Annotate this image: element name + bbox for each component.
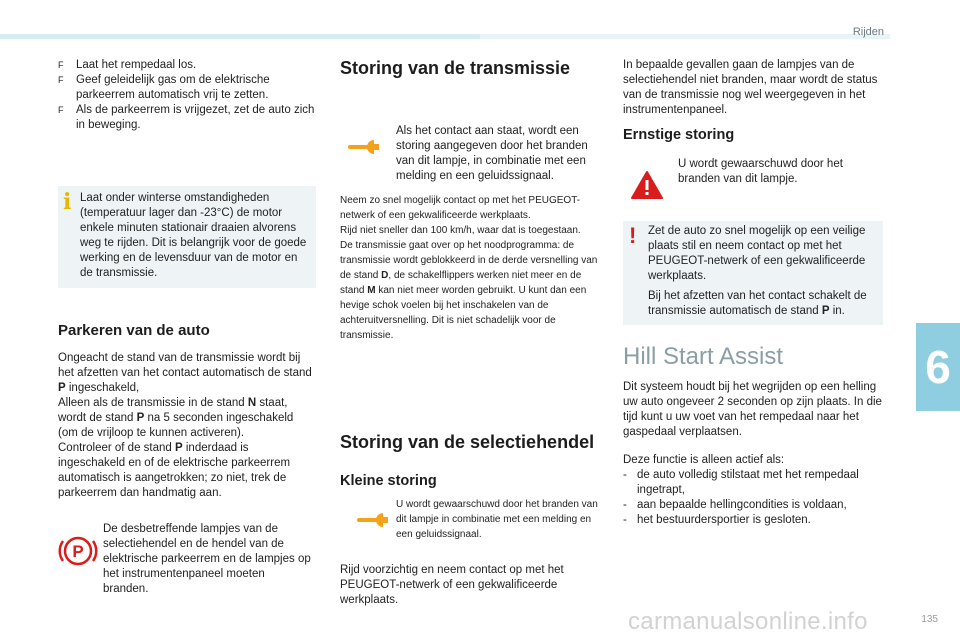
warning-box [623,221,883,325]
selector-title: Storing van de selectiehendel [340,432,595,452]
column-1 [58,58,316,133]
warning-text-1: Zet de auto zo snel mogelijk op een veilige plaats stil en neem contact op met het PEUGEOT-netwerk of een gekwalificeerde werkplaats. [648,225,866,282]
parking-lamp-text: De desbetreffende lampjes van de selectiehendel en de hendel van de elektrische parkeerrem en de lampjes op het instrumentenpaneel moeten branden. [103,523,311,595]
hsa-text: Dit systeem houdt bij het wegrijden op een helling uw auto ongeveer 2 seconden op zijn plaats. In die tijd kunt u uw voet van het rempedaal naar het gaspedaal verplaatsen. [623,381,882,438]
info-icon: i [63,189,72,215]
parking-p3: Controleer of de stand P inderdaad is ingeschakeld en of de elektrische parkeerrem automatisch is aangetrokken; zo niet, trek de parkeerrem dan handmatig aan. [58,442,291,499]
parking-title: Parkeren van de auto [58,322,210,339]
minor-fault-text: Rijd voorzichtig en neem contact op met het PEUGEOT-netwerk of een gekwalificeerde werkplaats. [340,564,564,606]
hsa-conditions [623,453,885,528]
header-rule-right [480,34,890,39]
list-item: - het bestuurdersportier is gesloten. [623,514,811,526]
hsa-conditions-intro: Deze functie is alleen actief als: [623,454,785,466]
chapter-tab: 6 [916,323,960,411]
minor-lamp-text: U wordt gewaarschuwd door het branden van dit lampje in combinatie met een melding en een geluidssignaal. [396,499,598,540]
parking-p1: Ongeacht de stand van de transmissie wordt bij het afzetten van het contact automatisch de stand P ingeschakeld, [58,352,312,394]
serious-fault-title: Ernstige storing [623,127,735,143]
page-number: 135 [921,614,938,625]
section-label: Rijden [852,26,884,38]
warning-triangle-icon [630,170,664,200]
header-rule [0,34,480,39]
info-text: Laat onder winterse omstandigheden (temperatuur lager dan -23°C) de motor enkele minuten stationair draaien alvorens weg te rijden. Dit is belangrijk voor de goede werking en de levensduur van de motor en de transmissie. [80,192,307,279]
transmission-lamp-text: Als het contact aan staat, wordt een storing aangegeven door het branden van dit lampje, in combinatie met een melding en een geluidssignaal. [396,125,588,182]
transmission-title: Storing van de transmissie [340,58,571,78]
list-item: F Geef geleidelijk gas om de elektrische parkeerrem automatisch vrij te zetten. [58,74,270,101]
list-item: - de auto volledig stilstaat met het rempedaal ingetrapt, [623,469,859,496]
parking-section [58,322,316,501]
list-item: F Laat het rempedaal los. [58,59,197,71]
serious-lamp-text: U wordt gewaarschuwd door het branden van dit lampje. [678,158,843,185]
info-box [58,186,316,288]
wrench-icon [346,137,386,157]
svg-text:P: P [72,542,84,561]
transmission-details: Neem zo snel mogelijk contact op met het PEUGEOT-netwerk of een gekwalificeerde werkplaats. Rijd niet sneller dan 100 km/h, waar dat is toegestaan. De transmissie gaat over op het noodprogramma: de transmissie wordt geblokkeerd in de derde versnelling van de stand D, de schakelflippers werken niet meer en de stand M kan niet meer worden gebruikt. U kunt dan een hevige schok voelen bij het inschakelen van de achteruitversnelling. Dit is niet schadelijk voor de transmissie. [340,195,598,341]
warning-text-2: Bij het afzetten van het contact schakelt de transmissie automatisch de stand P in. [648,290,867,317]
minor-fault-title: Kleine storing [340,473,437,489]
list-item: F Als de parkeerrem is vrijgezet, zet de auto zich in beweging. [58,104,315,131]
parking-lamp-icon [58,533,98,569]
parking-p2: Alleen als de transmissie in de stand N staat, wordt de stand P na 5 seconden ingeschakeld (om de vrijloop te kunnen activeren). [58,397,294,439]
watermark: carmanualsonline.info [628,608,868,635]
intro-text: In bepaalde gevallen gaan de lampjes van de selectiehendel niet branden, maar wordt de status van de transmissie nog wel weergegeven in het instrumentenpaneel. [623,59,878,116]
hsa-title: Hill Start Assist [623,343,784,370]
warning-icon: ! [629,223,637,248]
wrench-icon [355,510,395,530]
list-item: - aan bepaalde hellingcondities is voldaan, [623,499,847,511]
